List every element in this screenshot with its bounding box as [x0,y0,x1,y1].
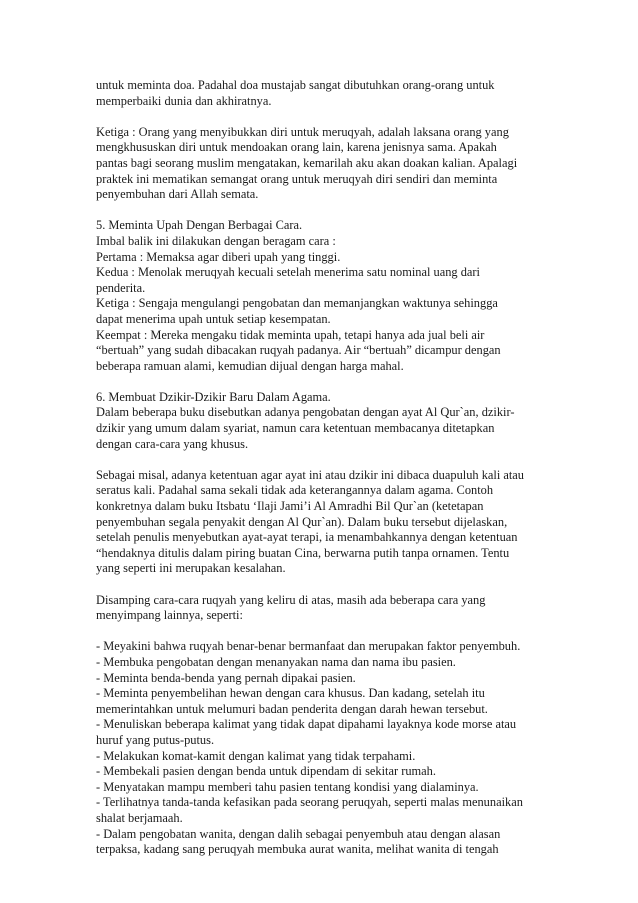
text-line: Keempat : Mereka mengaku tidak meminta upah, tetapi hanya ada jual beli air [96,327,485,342]
paragraph-sebagai-misal [96,468,548,577]
text-line: dengan cara-cara yang khusus. [96,436,249,451]
text-line: untuk meminta doa. Padahal doa mustajab sangat dibutuhkan orang-orang untuk [96,78,495,92]
text-line: Kedua : Menolak meruqyah kecuali setelah menerima satu nominal uang dari [96,265,480,280]
list-item-continuation: memerintahkan untuk melumuri badan penderita dengan darah hewan tersebut. [96,701,488,716]
list-item-continuation: terpaksa, kadang sang peruqyah membuka aurat wanita, melihat wanita di tengah [96,842,499,857]
list-item: - Melakukan komat-kamit dengan kalimat yang tidak terpahami. [96,748,416,763]
text-line: menyimpang lainnya, seperti: [96,608,243,623]
section-heading: 5. Meminta Upah Dengan Berbagai Cara. [96,218,303,233]
text-line: pantas bagi seorang muslim mengatakan, kemarilah aku akan doakan kalian. Apalagi [96,155,518,170]
list-item: - Membuka pengobatan dengan menanyakan nama dan nama ibu pasien. [96,654,456,669]
list-item: - Meminta benda-benda yang pernah dipakai pasien. [96,670,356,685]
text-line: beberapa ramuan alami, kemudian dijual dengan harga mahal. [96,358,404,373]
text-line: Pertama : Memaksa agar diberi upah yang tinggi. [96,249,341,264]
text-line: penderita. [96,280,146,295]
list-item: - Terlihatnya tanda-tanda kefasikan pada seorang peruqyah, seperti malas menunaikan [96,795,523,810]
text-line: setelah penulis menyebutkan ayat-ayat terapi, ia menambahkannya dengan ketentuan [96,530,518,545]
text-line: penyembuhan segala penyakit dengan Al Qur`an). Dalam buku tersebut dijelaskan, [96,514,508,529]
text-line: praktek ini mematikan semangat orang untuk meruqyah diri sendiri dan meminta [96,171,498,186]
text-line: Dalam beberapa buku disebutkan adanya pengobatan dengan ayat Al Qur`an, dzikir- [96,405,515,420]
text-line: Sebagai misal, adanya ketentuan agar ayat ini atau dzikir ini dibaca duapuluh kali atau [96,467,525,482]
text-line: seratus kali. Padahal sama sekali tidak ada keterangannya dalam agama. Contoh [96,483,494,498]
text-line: dzikir yang umum dalam syariat, namun cara ketentuan membacanya ditetapkan [96,421,495,436]
list-item: - Membekali pasien dengan benda untuk dipendam di sekitar rumah. [96,764,436,779]
list-item: - Dalam pengobatan wanita, dengan dalih sebagai penyembuh atau dengan alasan [96,826,501,841]
text-line: memperbaiki dunia dan akhiratnya. [96,93,272,108]
list-item: - Menuliskan beberapa kalimat yang tidak dapat dipahami layaknya kode morse atau [96,717,517,732]
text-line: “bertuah” yang sudah dibacakan ruqyah padanya. Air “bertuah” dicampur dengan [96,343,501,358]
text-line: “hendaknya ditulis dalam piring buatan Cina, berwarna putih tanpa ornamen. Tentu [96,545,510,560]
document-page [96,78,548,858]
list-item: - Meyakini bahwa ruqyah benar-benar bermanfaat dan merupakan faktor penyembuh. [96,639,521,654]
text-line: yang seperti ini merupakan kesalahan. [96,561,286,576]
text-line: penyembuhan dari Allah semata. [96,187,259,202]
text-line: dapat menerima upah untuk setiap kesempatan. [96,311,331,326]
text-line: konkretnya dalam buku Itsbatu ‘Ilaji Jami’i Al Amradhi Bil Qur`an (ketetapan [96,499,484,514]
list-item: - Meminta penyembelihan hewan dengan cara khusus. Dan kadang, setelah itu [96,686,485,701]
paragraph-disamping [96,593,548,624]
text-line: Imbal balik ini dilakukan dengan beragam cara : [96,233,336,248]
paragraph-ketiga [96,125,548,203]
text-line: Ketiga : Orang yang menyibukkan diri untuk meruqyah, adalah laksana orang yang [96,124,509,139]
section-6-dzikir-baru [96,390,548,452]
section-5-meminta-upah [96,218,548,374]
text-line: Disamping cara-cara ruqyah yang keliru di atas, masih ada beberapa cara yang [96,592,486,607]
list-item: - Menyatakan mampu memberi tahu pasien tentang kondisi yang dialaminya. [96,779,479,794]
text-line: Ketiga : Sengaja mengulangi pengobatan dan memanjangkan waktunya sehingga [96,296,498,311]
list-item-continuation: shalat berjamaah. [96,810,183,825]
list-item-continuation: huruf yang putus-putus. [96,732,215,747]
deviation-list [96,639,548,857]
section-heading: 6. Membuat Dzikir-Dzikir Baru Dalam Agama. [96,389,331,404]
text-line: mengkhususkan diri untuk mendoakan orang lain, karena jenisnya sama. Apakah [96,140,497,155]
paragraph-doa-mustajab [96,78,548,109]
